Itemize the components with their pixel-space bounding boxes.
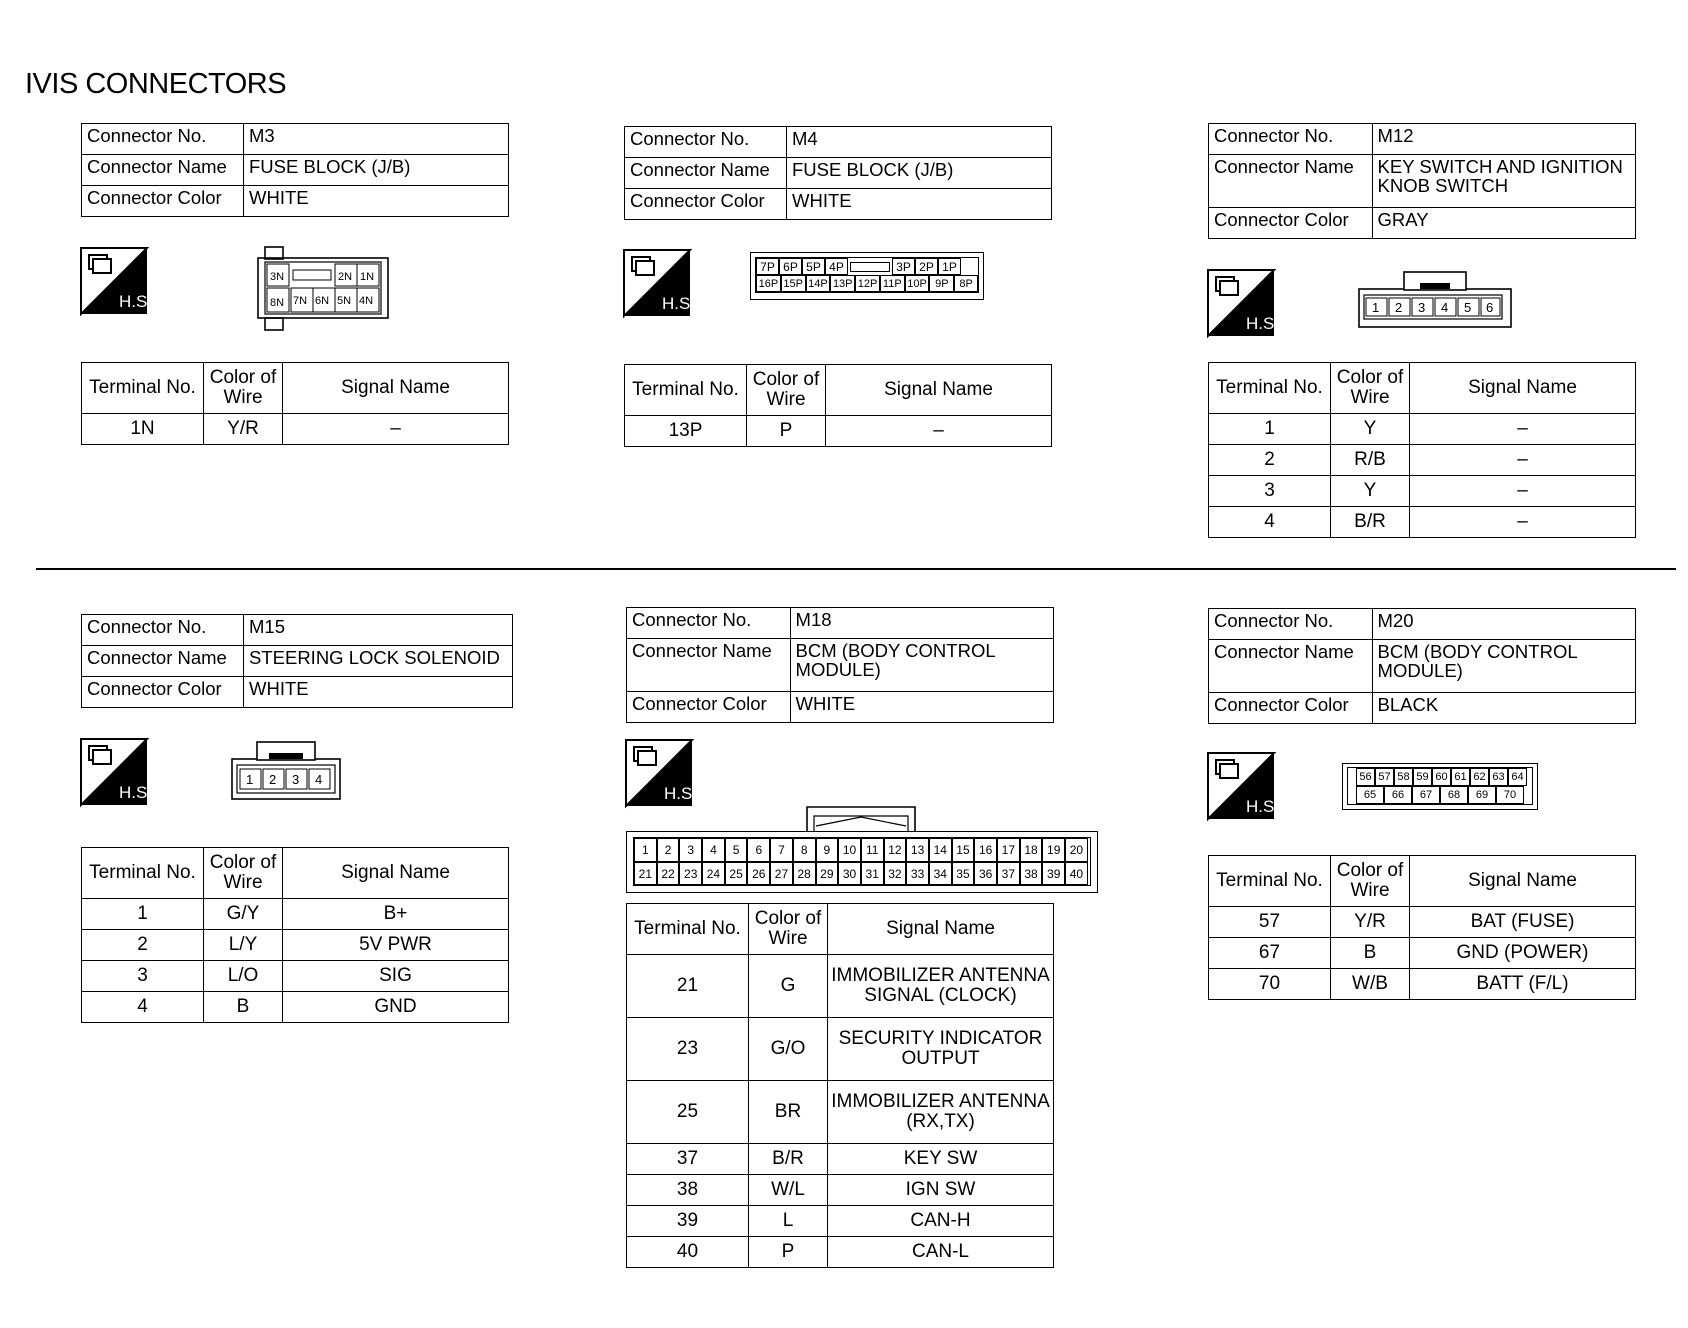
pin-label: 27 [770,862,793,885]
table-row [1209,476,1636,507]
pin-label: 5 [725,838,748,862]
pin-label: 14P [806,275,831,292]
pin-label: 34 [929,862,952,885]
pin-label: 4 [315,772,323,787]
table-row [82,899,509,930]
connector-info-m4 [624,126,1052,220]
pin-label: 10P [905,275,930,292]
hs-label: H.S. [1246,797,1280,816]
label-connector-color: Connector Color [627,692,791,723]
pin-label: 70 [1496,786,1524,804]
section-divider [36,568,1676,570]
table-row [627,1144,1054,1175]
pin-label: 8P [954,275,978,292]
hs-label: H.S. [119,783,153,802]
terminal-table-m18 [626,903,1054,1268]
connector-face-m3 [257,246,389,332]
pin-label: 12P [855,275,880,292]
pin-label: 38 [1020,862,1043,885]
pin-label: 8N [270,297,285,309]
pin-label: 60 [1432,768,1451,786]
pin-label: 6P [779,258,802,275]
connector-no-value: M4 [787,127,1052,158]
connector-no-value: M12 [1372,124,1635,155]
pin-label: 1 [246,772,254,787]
wire-cell: B/R [1331,507,1410,538]
pin-label: 15P [781,275,806,292]
terminal-cell: 4 [82,992,204,1023]
pin-label: 3 [292,772,300,787]
pin-label: 2N [338,271,353,283]
wire-cell: Y/R [204,414,283,445]
harness-side-icon [1208,753,1280,819]
pin-label: 6 [747,838,770,862]
signal-cell: – [1410,445,1636,476]
table-row [627,1175,1054,1206]
pin-label: 33 [906,862,929,885]
connector-name-value: STEERING LOCK SOLENOID [244,646,513,677]
connector-info-m15 [81,614,513,708]
pin-label: 1 [1372,300,1380,315]
wire-cell: L [749,1206,828,1237]
pin-label: 66 [1384,786,1412,804]
pin-label: 59 [1413,768,1432,786]
label-connector-no: Connector No. [82,124,244,155]
label-connector-name: Connector Name [82,155,244,186]
pin-label: 16 [974,838,997,862]
pin-label: 3 [1418,300,1426,315]
pin-label: 19 [1042,838,1065,862]
header-color-of-wire: Color of Wire [747,365,826,416]
pin-label: 3P [892,258,915,275]
header-signal-name: Signal Name [826,365,1052,416]
pin-label: 67 [1412,786,1440,804]
pin-label: 69 [1468,786,1496,804]
pin-label: 29 [816,862,839,885]
terminal-cell: 23 [627,1018,749,1081]
pin-label: 7N [293,295,308,307]
table-row [1209,938,1636,969]
pin-label: 7P [756,258,779,275]
header-signal-name: Signal Name [1410,856,1636,907]
pin-label: 61 [1451,768,1470,786]
connector-color-value: WHITE [244,186,509,217]
pin-label: 30 [838,862,861,885]
connector-info-m12 [1208,123,1636,239]
table-row [1209,414,1636,445]
pin-label: 21 [634,862,657,885]
signal-cell: SECURITY INDICATOR OUTPUT [828,1018,1054,1081]
connector-no-value: M15 [244,615,513,646]
wire-cell: Y [1331,476,1410,507]
header-signal-name: Signal Name [828,904,1054,955]
pin-label: 32 [884,862,907,885]
pin-label: 13 [906,838,929,862]
terminal-cell: 3 [1209,476,1331,507]
label-connector-color: Connector Color [1209,693,1373,724]
harness-side-icon [81,248,153,314]
table-row [82,930,509,961]
terminal-cell: 70 [1209,969,1331,1000]
terminal-cell: 38 [627,1175,749,1206]
pin-label: 18 [1020,838,1043,862]
signal-cell: BATT (F/L) [1410,969,1636,1000]
table-row [1209,507,1636,538]
pin-label: 4 [1441,300,1449,315]
pin-label: 6N [315,295,330,307]
pin-label: 56 [1356,768,1375,786]
connector-name-value: KEY SWITCH AND IGNITION KNOB SWITCH [1372,155,1635,208]
pin-label: 68 [1440,786,1468,804]
table-row [1209,907,1636,938]
pin-label: 4 [702,838,725,862]
pin-label: 8 [793,838,816,862]
pin-label: 62 [1470,768,1489,786]
harness-side-icon [624,250,696,316]
pin-label: 5N [337,295,352,307]
wire-cell: Y [1331,414,1410,445]
pin-label: 14 [929,838,952,862]
signal-cell: GND [283,992,509,1023]
pin-label: 6 [1486,300,1494,315]
connector-face-m4 [750,252,984,300]
table-row [627,955,1054,1018]
signal-cell: IGN SW [828,1175,1054,1206]
pin-label: 64 [1508,768,1527,786]
pin-label: 16P [756,275,781,292]
connector-face-m20 [1342,763,1538,810]
terminal-table-m3 [81,362,509,445]
header-signal-name: Signal Name [1410,363,1636,414]
terminal-cell: 67 [1209,938,1331,969]
signal-cell: 5V PWR [283,930,509,961]
table-row [1209,445,1636,476]
signal-cell: GND (POWER) [1410,938,1636,969]
label-connector-no: Connector No. [82,615,244,646]
pin-label: 26 [747,862,770,885]
terminal-cell: 21 [627,955,749,1018]
header-terminal-no: Terminal No. [82,848,204,899]
signal-cell: BAT (FUSE) [1410,907,1636,938]
terminal-table-m20 [1208,855,1636,1000]
pin-label: 11P [880,275,905,292]
pin-label: 12 [884,838,907,862]
pin-label: 3N [270,271,285,283]
label-connector-color: Connector Color [82,677,244,708]
wire-cell: G/O [749,1018,828,1081]
table-row [82,961,509,992]
header-color-of-wire: Color of Wire [749,904,828,955]
terminal-table-m15 [81,847,509,1023]
pin-label: 1P [938,258,961,275]
connector-color-value: BLACK [1372,693,1635,724]
pin-label: 7 [770,838,793,862]
label-connector-name: Connector Name [625,158,787,189]
terminal-cell: 13P [625,416,747,447]
wire-cell: P [749,1237,828,1268]
pin-label: 9 [816,838,839,862]
terminal-cell: 25 [627,1081,749,1144]
pin-label: 28 [793,862,816,885]
wire-cell: B/R [749,1144,828,1175]
pin-label: 25 [725,862,748,885]
pin-label: 22 [657,862,680,885]
header-color-of-wire: Color of Wire [1331,856,1410,907]
wire-cell: P [747,416,826,447]
label-connector-color: Connector Color [82,186,244,217]
table-row [627,1081,1054,1144]
header-signal-name: Signal Name [283,848,509,899]
terminal-cell: 40 [627,1237,749,1268]
terminal-cell: 4 [1209,507,1331,538]
label-connector-no: Connector No. [627,608,791,639]
pin-label: 10 [838,838,861,862]
terminal-cell: 2 [1209,445,1331,476]
wire-cell: Y/R [1331,907,1410,938]
header-terminal-no: Terminal No. [1209,363,1331,414]
table-row [627,1018,1054,1081]
pin-label: 23 [679,862,702,885]
hs-label: H.S. [664,784,698,803]
table-row [627,1237,1054,1268]
signal-cell: – [1410,414,1636,445]
pin-label: 2 [1395,300,1403,315]
pin-label: 2 [269,772,277,787]
pin-label: 1N [360,271,375,283]
terminal-cell: 3 [82,961,204,992]
signal-cell: CAN-H [828,1206,1054,1237]
connector-face-m18 [626,831,1098,893]
label-connector-name: Connector Name [82,646,244,677]
pin-label: 2P [915,258,938,275]
label-connector-name: Connector Name [1209,640,1373,693]
connector-face-m15 [231,741,341,801]
connector-color-value: GRAY [1372,208,1635,239]
connector-name-value: FUSE BLOCK (J/B) [244,155,509,186]
terminal-cell: 1 [1209,414,1331,445]
pin-label: 15 [952,838,975,862]
pin-label: 65 [1356,786,1384,804]
hs-label: H.S. [1246,314,1280,333]
connector-name-value: BCM (BODY CONTROL MODULE) [1372,640,1635,693]
pin-label: 35 [952,862,975,885]
pin-label: 9P [929,275,954,292]
connector-latch [806,806,916,832]
signal-cell: B+ [283,899,509,930]
pin-label: 5 [1464,300,1472,315]
signal-cell: SIG [283,961,509,992]
hs-label: H.S. [119,292,153,311]
signal-cell: IMMOBILIZER ANTENNA (RX,TX) [828,1081,1054,1144]
connector-name-value: BCM (BODY CONTROL MODULE) [790,639,1053,692]
harness-side-icon [626,740,698,806]
wire-cell: B [1331,938,1410,969]
pin-label: 24 [702,862,725,885]
signal-cell: – [1410,476,1636,507]
pin-label: 2 [657,838,680,862]
pin-label: 40 [1065,862,1088,885]
pin-label: 39 [1042,862,1065,885]
connector-no-value: M18 [790,608,1053,639]
signal-cell: IMMOBILIZER ANTENNA SIGNAL (CLOCK) [828,955,1054,1018]
connector-no-value: M20 [1372,609,1635,640]
label-connector-no: Connector No. [1209,124,1373,155]
table-row [627,1206,1054,1237]
table-row [82,414,509,445]
terminal-cell: 39 [627,1206,749,1237]
pin-label: 17 [997,838,1020,862]
header-terminal-no: Terminal No. [1209,856,1331,907]
signal-cell: – [1410,507,1636,538]
connector-color-value: WHITE [790,692,1053,723]
wire-cell: G/Y [204,899,283,930]
signal-cell: CAN-L [828,1237,1054,1268]
table-row [625,416,1052,447]
wire-cell: W/B [1331,969,1410,1000]
wire-cell: L/O [204,961,283,992]
connector-info-m3 [81,123,509,217]
terminal-cell: 2 [82,930,204,961]
label-connector-color: Connector Color [625,189,787,220]
wire-cell: B [204,992,283,1023]
label-connector-color: Connector Color [1209,208,1373,239]
table-row [82,992,509,1023]
pin-label: 1 [634,838,657,862]
terminal-cell: 57 [1209,907,1331,938]
pin-label: 57 [1375,768,1394,786]
hs-label: H.S. [662,294,696,313]
terminal-cell: 37 [627,1144,749,1175]
pin-label: 13P [830,275,855,292]
header-terminal-no: Terminal No. [82,363,204,414]
connector-face-m12 [1358,271,1512,329]
header-color-of-wire: Color of Wire [1331,363,1410,414]
connector-color-value: WHITE [244,677,513,708]
label-connector-name: Connector Name [1209,155,1373,208]
connector-color-value: WHITE [787,189,1052,220]
pin-label: 36 [974,862,997,885]
wire-cell: R/B [1331,445,1410,476]
connector-name-value: FUSE BLOCK (J/B) [787,158,1052,189]
header-terminal-no: Terminal No. [625,365,747,416]
signal-cell: – [283,414,509,445]
pin-label: 37 [997,862,1020,885]
page-title: IVIS CONNECTORS [25,68,287,100]
connector-no-value: M3 [244,124,509,155]
label-connector-no: Connector No. [625,127,787,158]
terminal-cell: 1 [82,899,204,930]
header-color-of-wire: Color of Wire [204,848,283,899]
terminal-table-m12 [1208,362,1636,538]
connector-info-m20 [1208,608,1636,724]
pin-label: 11 [861,838,884,862]
wire-cell: L/Y [204,930,283,961]
harness-side-icon [1208,270,1280,336]
pin-label: 3 [679,838,702,862]
table-row [1209,969,1636,1000]
terminal-table-m4 [624,364,1052,447]
pin-label: 5P [802,258,825,275]
header-terminal-no: Terminal No. [627,904,749,955]
terminal-cell: 1N [82,414,204,445]
label-connector-no: Connector No. [1209,609,1373,640]
pin-label: 4P [825,258,848,275]
pin-label: 58 [1394,768,1413,786]
pin-label: 4N [359,295,374,307]
header-signal-name: Signal Name [283,363,509,414]
connector-info-m18 [626,607,1054,723]
signal-cell: KEY SW [828,1144,1054,1175]
signal-cell: – [826,416,1052,447]
wire-cell: W/L [749,1175,828,1206]
wire-cell: G [749,955,828,1018]
pin-label: 20 [1065,838,1088,862]
pin-label: 63 [1489,768,1508,786]
header-color-of-wire: Color of Wire [204,363,283,414]
wire-cell: BR [749,1081,828,1144]
label-connector-name: Connector Name [627,639,791,692]
harness-side-icon [81,739,153,805]
pin-label: 31 [861,862,884,885]
